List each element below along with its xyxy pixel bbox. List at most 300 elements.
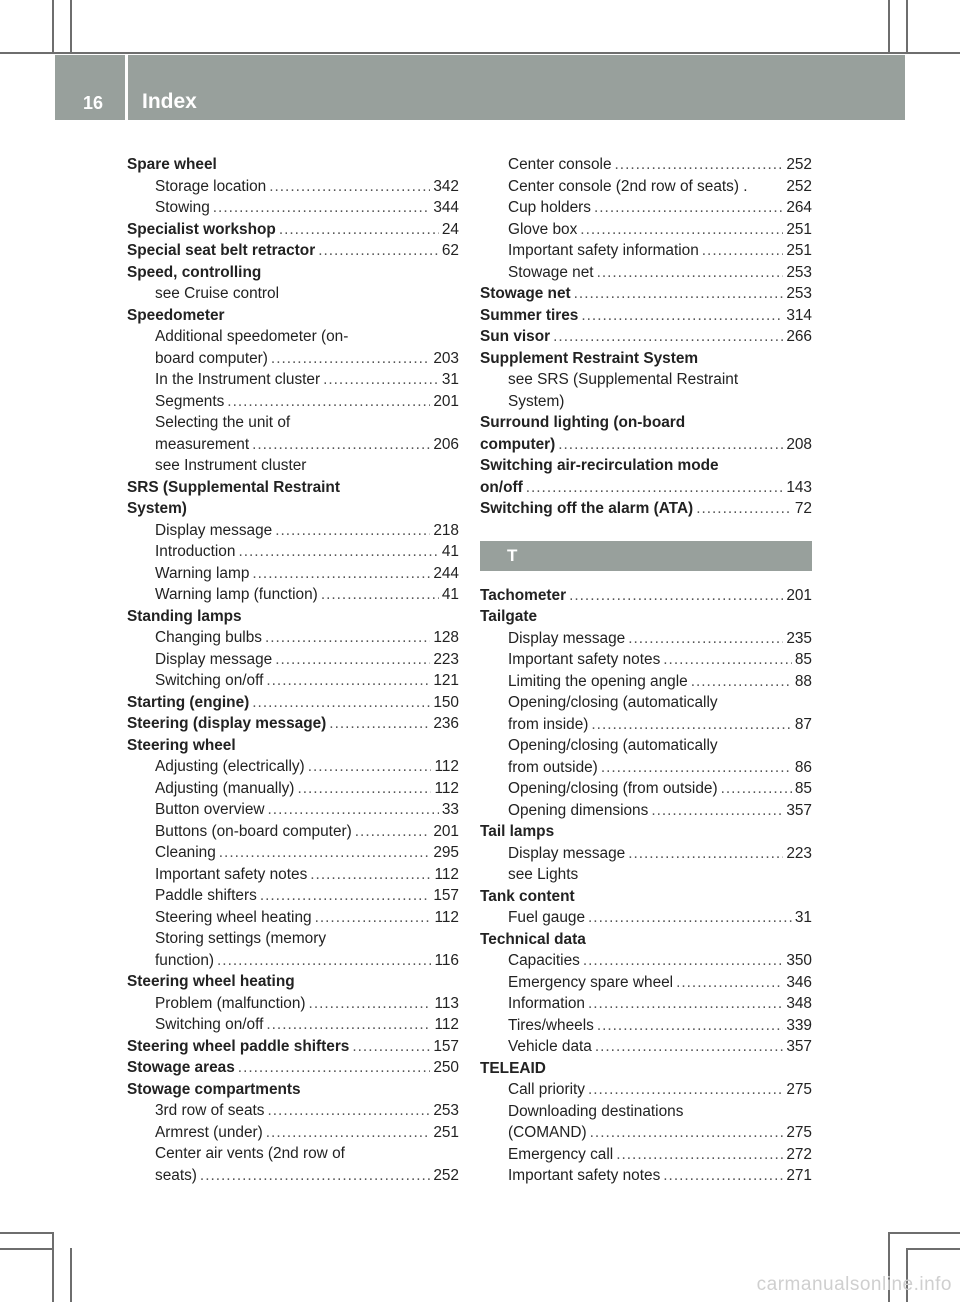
page-reference: 157 — [433, 1037, 459, 1055]
page-reference: 112 — [434, 908, 459, 926]
page-reference: 252 — [786, 177, 812, 195]
page-reference: 41 — [441, 586, 459, 603]
entry-text: Armrest (under) — [155, 1123, 263, 1141]
entry-text: Summer tires — [480, 306, 579, 324]
page-reference: 346 — [786, 973, 812, 991]
entry-text: computer) — [480, 435, 556, 453]
dot-leader — [590, 1122, 784, 1144]
dot-leader — [279, 219, 439, 241]
dot-leader — [616, 1144, 783, 1166]
entry-text: Speed, controlling — [127, 263, 262, 281]
index-entry — [127, 477, 459, 499]
page-reference: 201 — [433, 822, 459, 840]
entry-text: Technical data — [480, 930, 586, 948]
page-reference: 275 — [786, 1081, 812, 1098]
page-reference: 86 — [794, 758, 812, 776]
entry-text: TELEAID — [480, 1059, 546, 1077]
page-reference: 31 — [441, 371, 459, 388]
index-entry — [480, 477, 812, 499]
entry-text: measurement — [155, 435, 250, 453]
entry-text: Opening/closing (from outside) — [508, 780, 718, 797]
dot-leader — [583, 950, 783, 972]
crop-mark — [70, 1248, 72, 1302]
index-subentry — [480, 692, 812, 714]
dot-leader — [323, 369, 439, 391]
page-reference: 223 — [786, 844, 812, 862]
index-group-s — [480, 154, 812, 520]
page-reference: 272 — [786, 1145, 812, 1163]
dot-leader — [266, 1014, 431, 1036]
page-reference: 85 — [794, 780, 812, 797]
dot-leader — [315, 907, 432, 929]
entry-text: Steering wheel heating — [127, 973, 295, 990]
dot-leader — [271, 348, 430, 370]
index-entry — [127, 498, 459, 520]
dot-leader — [615, 154, 784, 176]
index-entry — [127, 1036, 459, 1058]
index-subentry — [127, 864, 459, 886]
section-letter-band: T — [480, 541, 812, 571]
page-reference: 218 — [433, 521, 459, 539]
entry-text: Problem (malfunction) — [155, 994, 306, 1012]
dot-leader — [355, 821, 431, 843]
entry-text: Display message — [155, 650, 273, 668]
index-entry — [127, 262, 459, 284]
entry-text: Steering (display message) — [127, 715, 327, 732]
index-subentry — [480, 735, 812, 757]
crop-mark — [70, 0, 72, 52]
crop-mark — [0, 52, 960, 54]
entry-text: Important safety notes — [508, 1167, 661, 1184]
entry-text: Switching air-recirculation mode — [480, 457, 719, 474]
index-subentry — [127, 1143, 459, 1165]
entry-text: Segments — [155, 392, 225, 410]
page-reference: 357 — [786, 1038, 812, 1055]
index-subentry — [127, 391, 459, 413]
crop-mark — [888, 0, 890, 52]
entry-text: Tachometer — [480, 586, 567, 604]
entry-text: Tailgate — [480, 608, 538, 625]
dot-leader — [200, 1165, 430, 1187]
index-entry — [127, 154, 459, 176]
index-subentry — [127, 434, 459, 456]
page-reference: 112 — [434, 865, 459, 883]
dot-leader — [569, 585, 783, 607]
dot-leader — [268, 1100, 431, 1122]
page-reference: 112 — [434, 779, 459, 797]
entry-text: board computer) — [155, 349, 268, 367]
entry-text: Standing lamps — [127, 607, 242, 625]
index-column-right — [480, 154, 812, 1187]
entry-text: Warning lamp — [155, 564, 250, 582]
page-number: 16 — [83, 93, 104, 113]
entry-text: Downloading destinations — [508, 1102, 684, 1120]
index-entry — [127, 606, 459, 628]
index-subentry — [480, 1101, 812, 1123]
index-subentry — [480, 800, 812, 822]
entry-text: Opening/closing (automatically — [508, 694, 718, 711]
dot-leader — [595, 1036, 783, 1058]
entry-text: Button overview — [155, 801, 265, 818]
page-reference: 62 — [441, 242, 459, 259]
index-entry — [127, 735, 459, 757]
entry-text: see SRS (Supplemental Restraint — [508, 371, 739, 388]
entry-text: Switching off the alarm (ATA) — [480, 500, 694, 517]
index-subentry — [480, 649, 812, 671]
dot-leader — [252, 434, 430, 456]
entry-text: Important safety notes — [155, 865, 308, 883]
page-reference: 208 — [786, 435, 812, 453]
dot-leader — [588, 1079, 783, 1101]
page-reference: 253 — [433, 1102, 459, 1119]
index-subentry — [480, 671, 812, 693]
index-subentry — [127, 176, 459, 198]
entry-text: Display message — [155, 521, 273, 539]
entry-text: Limiting the opening angle — [508, 672, 688, 690]
index-entry — [480, 305, 812, 327]
index-subentry — [127, 541, 459, 563]
entry-text: see Lights — [508, 866, 579, 883]
crop-mark — [906, 0, 908, 52]
entry-text: Selecting the unit of — [155, 414, 291, 431]
entry-text: Vehicle data — [508, 1038, 592, 1055]
dot-leader — [574, 283, 784, 305]
index-subentry — [127, 670, 459, 692]
entry-text: Warning lamp (function) — [155, 586, 318, 603]
page-reference: 223 — [433, 650, 459, 668]
index-subentry — [127, 842, 459, 864]
index-subentry — [127, 649, 459, 671]
page-reference: 72 — [794, 500, 812, 517]
page-reference: 201 — [786, 586, 812, 604]
index-subentry — [480, 262, 812, 284]
index-subentry — [480, 391, 812, 413]
dot-leader — [352, 1036, 430, 1058]
page-reference: 342 — [433, 177, 459, 195]
page-reference: 87 — [794, 715, 812, 733]
entry-text: on/off — [480, 478, 523, 496]
entry-text: Emergency call — [508, 1145, 614, 1163]
dot-leader — [318, 240, 439, 262]
entry-text: Center air vents (2nd row of — [155, 1145, 345, 1162]
dot-leader — [676, 972, 783, 994]
dot-leader — [558, 434, 783, 456]
index-subentry — [480, 240, 812, 262]
entry-text: In the Instrument cluster — [155, 371, 321, 388]
index-entry — [127, 240, 459, 262]
page-reference: 203 — [433, 349, 459, 367]
page-reference: 251 — [433, 1123, 459, 1141]
entry-text: Tail lamps — [480, 823, 555, 840]
dot-leader — [580, 219, 783, 241]
index-entry — [480, 585, 812, 607]
entry-text: Buttons (on-board computer) — [155, 822, 352, 840]
dot-leader — [260, 885, 431, 907]
entry-text: Speedometer — [127, 306, 225, 324]
crop-mark — [52, 0, 54, 52]
entry-text: Call priority — [508, 1081, 585, 1098]
dot-leader — [581, 305, 783, 327]
index-subentry — [480, 628, 812, 650]
index-subentry — [480, 864, 812, 886]
dot-leader — [213, 197, 431, 219]
page-reference: 244 — [433, 564, 459, 582]
index-subentry — [480, 1165, 812, 1187]
dot-leader — [628, 843, 783, 865]
entry-text: Specialist workshop — [127, 220, 276, 238]
index-subentry — [127, 563, 459, 585]
entry-text: Stowage net — [508, 263, 594, 281]
dot-leader — [238, 541, 438, 563]
index-entry — [480, 412, 812, 434]
page-reference: 271 — [786, 1167, 812, 1184]
dot-leader — [691, 671, 792, 693]
index-group-t — [480, 585, 812, 1187]
dot-leader — [553, 326, 783, 348]
index-subentry — [127, 1122, 459, 1144]
index-entry — [127, 1079, 459, 1101]
index-subentry — [480, 972, 812, 994]
page-reference: 253 — [786, 285, 812, 302]
entry-text: Switching on/off — [155, 672, 264, 689]
entry-text: Starting (engine) — [127, 693, 250, 711]
page-reference: 314 — [786, 306, 812, 324]
entry-text: Stowage compartments — [127, 1080, 301, 1098]
dot-leader — [702, 240, 784, 262]
dot-leader — [227, 391, 430, 413]
index-subentry — [127, 1165, 459, 1187]
crop-mark — [0, 1248, 54, 1250]
index-entry — [480, 498, 812, 520]
page-reference: 350 — [786, 952, 812, 969]
entry-text: Steering wheel heating — [155, 908, 312, 926]
page-reference: 235 — [786, 629, 812, 647]
entry-text: Center console — [508, 156, 612, 173]
page-reference: 112 — [434, 758, 459, 775]
entry-text: Center console (2nd row of seats) . — [508, 177, 748, 195]
dot-leader — [252, 563, 430, 585]
entry-text: Stowage areas — [127, 1059, 235, 1076]
entry-text: Glove box — [508, 220, 578, 238]
entry-text: Cup holders — [508, 199, 591, 216]
page-reference: 357 — [786, 801, 812, 819]
index-entry — [480, 606, 812, 628]
dot-leader — [310, 864, 431, 886]
index-subentry — [127, 584, 459, 606]
index-subentry — [480, 757, 812, 779]
index-subentry — [127, 520, 459, 542]
index-entry — [480, 929, 812, 951]
entry-text: Stowing — [155, 199, 210, 216]
index-subentry — [480, 843, 812, 865]
index-entry — [480, 434, 812, 456]
entry-text: Display message — [508, 844, 626, 862]
index-subentry — [127, 799, 459, 821]
watermark: carmanualsonline.info — [756, 1274, 952, 1295]
index-subentry — [480, 1015, 812, 1037]
entry-text: Opening/closing (automatically — [508, 737, 718, 754]
entry-text: Surround lighting (on-board — [480, 414, 686, 431]
page-reference: 201 — [433, 392, 459, 410]
dot-leader — [696, 498, 792, 520]
entry-text: Steering wheel — [127, 736, 236, 754]
index-entry — [480, 886, 812, 908]
page-reference: 88 — [794, 672, 812, 690]
entry-text: Additional speedometer (on- — [155, 328, 349, 345]
entry-text: seats) — [155, 1166, 197, 1184]
index-subentry — [127, 928, 459, 950]
index-entry — [127, 713, 459, 735]
page-reference: 264 — [786, 199, 812, 216]
page-reference: 253 — [786, 263, 812, 281]
entry-text: function) — [155, 951, 215, 969]
entry-text: Adjusting (manually) — [155, 779, 295, 797]
entry-text: Emergency spare wheel — [508, 973, 674, 991]
index-subentry — [480, 778, 812, 800]
entry-text: Opening dimensions — [508, 801, 649, 819]
index-subentry — [480, 1122, 812, 1144]
page-reference: 113 — [434, 994, 459, 1012]
index-subentry — [480, 714, 812, 736]
dot-leader — [219, 842, 431, 864]
index-entry — [480, 1058, 812, 1080]
dot-leader — [663, 1165, 783, 1187]
dot-leader — [321, 584, 439, 606]
page-reference: 128 — [433, 629, 459, 646]
dot-leader — [597, 262, 784, 284]
page-reference: 41 — [441, 543, 459, 560]
dot-leader — [217, 950, 431, 972]
page-reference: 121 — [433, 672, 459, 689]
crop-mark — [888, 1232, 960, 1234]
page-reference: 33 — [441, 801, 459, 818]
index-subentry — [127, 455, 459, 477]
index-subentry — [127, 1100, 459, 1122]
index-column-left — [127, 154, 459, 1186]
entry-text: Tank content — [480, 887, 575, 905]
crop-mark — [52, 1232, 54, 1302]
entry-text: Paddle shifters — [155, 887, 257, 904]
dot-leader — [628, 628, 783, 650]
index-subentry — [127, 756, 459, 778]
entry-text: Display message — [508, 629, 626, 647]
index-subentry — [127, 950, 459, 972]
entry-text: Special seat belt retractor — [127, 242, 316, 259]
entry-text: Introduction — [155, 543, 236, 560]
index-subentry — [480, 219, 812, 241]
page-reference: 252 — [433, 1166, 459, 1184]
dot-leader — [268, 799, 439, 821]
entry-text: Storage location — [155, 177, 267, 195]
index-subentry — [127, 197, 459, 219]
index-subentry — [127, 885, 459, 907]
index-entry — [127, 971, 459, 993]
dot-leader — [594, 197, 783, 219]
entry-text: Spare wheel — [127, 156, 217, 173]
page-reference: 266 — [786, 328, 812, 345]
page-reference: 251 — [786, 220, 812, 238]
dot-leader — [601, 757, 792, 779]
dot-leader — [588, 907, 792, 929]
index-subentry — [127, 627, 459, 649]
dot-leader — [663, 649, 792, 671]
dot-leader — [238, 1057, 431, 1079]
dot-leader — [252, 692, 430, 714]
page-reference: 157 — [433, 887, 459, 904]
page-reference: 150 — [433, 693, 459, 711]
dot-leader — [275, 520, 430, 542]
entry-text: SRS (Supplemental Restraint — [127, 478, 340, 496]
dot-leader — [651, 800, 783, 822]
index-subentry — [127, 907, 459, 929]
index-subentry — [480, 1036, 812, 1058]
entry-text: Tires/wheels — [508, 1016, 594, 1034]
dot-leader — [308, 756, 432, 778]
entry-text: see Cruise control — [155, 285, 280, 302]
entry-text: Stowage net — [480, 285, 571, 302]
index-entry — [127, 1057, 459, 1079]
page-reference: 348 — [786, 995, 812, 1012]
page-reference: 252 — [786, 156, 812, 173]
dot-leader — [265, 627, 430, 649]
index-subentry — [127, 348, 459, 370]
dot-leader — [721, 778, 792, 800]
index-subentry — [127, 369, 459, 391]
index-subentry — [127, 1014, 459, 1036]
header-separator — [125, 55, 128, 120]
index-entry — [480, 821, 812, 843]
index-subentry — [480, 1079, 812, 1101]
entry-text: Fuel gauge — [508, 909, 586, 926]
index-subentry — [127, 778, 459, 800]
page-reference: 275 — [786, 1124, 812, 1141]
entry-text: Information — [508, 995, 585, 1012]
page-reference: 236 — [433, 715, 459, 732]
index-subentry — [127, 283, 459, 305]
dot-leader — [329, 713, 430, 735]
page-title: Index — [142, 90, 197, 113]
entry-text: System) — [508, 392, 565, 410]
entry-text: Important safety information — [508, 242, 699, 259]
index-subentry — [480, 369, 812, 391]
page-reference: 344 — [433, 199, 459, 216]
dot-leader — [297, 778, 431, 800]
entry-text: see Instrument cluster — [155, 457, 307, 474]
index-subentry — [480, 993, 812, 1015]
dot-leader — [526, 477, 784, 499]
entry-text: (COMAND) — [508, 1124, 587, 1141]
entry-text: from outside) — [508, 758, 598, 776]
index-subentry — [480, 176, 812, 198]
index-entry — [127, 692, 459, 714]
dot-leader — [309, 993, 432, 1015]
page-reference: 295 — [433, 844, 459, 861]
index-subentry — [480, 950, 812, 972]
page-reference: 206 — [433, 435, 459, 453]
entry-text: Important safety notes — [508, 651, 661, 668]
entry-text: from inside) — [508, 715, 589, 733]
entry-text: Storing settings (memory — [155, 930, 327, 947]
index-entry — [480, 326, 812, 348]
dot-leader — [266, 670, 430, 692]
index-subentry — [127, 412, 459, 434]
page-reference: 250 — [433, 1059, 459, 1076]
index-subentry — [480, 1144, 812, 1166]
entry-text: System) — [127, 500, 187, 517]
index-entry — [480, 283, 812, 305]
index-subentry — [127, 326, 459, 348]
page-reference: 339 — [786, 1016, 812, 1034]
